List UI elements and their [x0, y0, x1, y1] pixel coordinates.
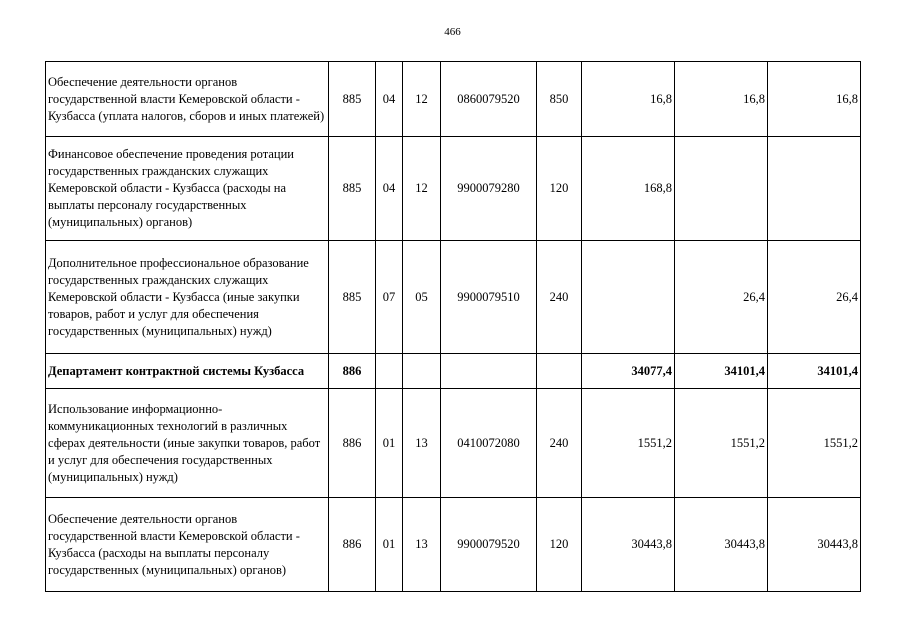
table-body — [46, 62, 861, 592]
table-row-department — [46, 354, 861, 389]
amount-year2-cell — [675, 137, 768, 241]
row-name-cell: Обеспечение деятельности органов государственной власти Кемеровской области - Кузбасса (уплата налогов, сборов и иных платежей) — [46, 62, 329, 137]
amount-year1-cell: 1551,2 — [582, 389, 675, 498]
ministry-code-cell: 886 — [329, 389, 376, 498]
ministry-code-cell: 885 — [329, 62, 376, 137]
target-article-cell: 9900079510 — [441, 241, 537, 354]
expense-type-cell: 240 — [537, 241, 582, 354]
expense-type-cell: 120 — [537, 137, 582, 241]
amount-year2-cell: 30443,8 — [675, 498, 768, 592]
target-article-cell: 0860079520 — [441, 62, 537, 137]
target-article-cell — [441, 354, 537, 389]
section-code-cell: 04 — [376, 62, 403, 137]
section-code-cell: 07 — [376, 241, 403, 354]
amount-year3-cell: 16,8 — [768, 62, 861, 137]
ministry-code-cell: 886 — [329, 354, 376, 389]
expense-type-cell: 120 — [537, 498, 582, 592]
expense-type-cell: 850 — [537, 62, 582, 137]
expense-type-cell — [537, 354, 582, 389]
amount-year1-cell: 30443,8 — [582, 498, 675, 592]
amount-year2-cell: 16,8 — [675, 62, 768, 137]
subsection-code-cell — [403, 354, 441, 389]
amount-year1-cell: 168,8 — [582, 137, 675, 241]
table-row — [46, 389, 861, 498]
subsection-code-cell: 13 — [403, 498, 441, 592]
expense-type-cell: 240 — [537, 389, 582, 498]
row-name-cell: Департамент контрактной системы Кузбасса — [46, 354, 329, 389]
amount-year3-cell — [768, 137, 861, 241]
section-code-cell: 01 — [376, 498, 403, 592]
target-article-cell: 9900079280 — [441, 137, 537, 241]
amount-year2-cell: 26,4 — [675, 241, 768, 354]
subsection-code-cell: 05 — [403, 241, 441, 354]
subsection-code-cell: 12 — [403, 137, 441, 241]
budget-table — [45, 61, 861, 592]
row-name-cell: Дополнительное профессиональное образование государственных гражданских служащих Кемеровской области - Кузбасса (иные закупки товаров, работ и услуг для обеспечения государственных (муниципальных) нужд) — [46, 241, 329, 354]
amount-year3-cell: 26,4 — [768, 241, 861, 354]
ministry-code-cell: 885 — [329, 137, 376, 241]
section-code-cell: 01 — [376, 389, 403, 498]
amount-year3-cell: 1551,2 — [768, 389, 861, 498]
table-row — [46, 498, 861, 592]
row-name-cell: Финансовое обеспечение проведения ротации государственных гражданских служащих Кемеровской области - Кузбасса (расходы на выплаты персоналу государственных (муниципальных) органов) — [46, 137, 329, 241]
table-row — [46, 241, 861, 354]
amount-year1-cell: 34077,4 — [582, 354, 675, 389]
section-code-cell — [376, 354, 403, 389]
target-article-cell: 9900079520 — [441, 498, 537, 592]
amount-year2-cell: 34101,4 — [675, 354, 768, 389]
page-number: 466 — [444, 26, 461, 38]
target-article-cell: 0410072080 — [441, 389, 537, 498]
section-code-cell: 04 — [376, 137, 403, 241]
table-row — [46, 62, 861, 137]
ministry-code-cell: 886 — [329, 498, 376, 592]
row-name-cell: Обеспечение деятельности органов государственной власти Кемеровской области - Кузбасса (расходы на выплаты персоналу государственных (муниципальных) органов) — [46, 498, 329, 592]
row-name-cell: Использование информационно-коммуникационных технологий в различных сферах деятельности (иные закупки товаров, работ и услуг для обеспечения государственных (муниципальных) нужд) — [46, 389, 329, 498]
subsection-code-cell: 12 — [403, 62, 441, 137]
amount-year1-cell: 16,8 — [582, 62, 675, 137]
subsection-code-cell: 13 — [403, 389, 441, 498]
amount-year3-cell: 34101,4 — [768, 354, 861, 389]
amount-year3-cell: 30443,8 — [768, 498, 861, 592]
amount-year2-cell: 1551,2 — [675, 389, 768, 498]
table-row — [46, 137, 861, 241]
amount-year1-cell — [582, 241, 675, 354]
ministry-code-cell: 885 — [329, 241, 376, 354]
